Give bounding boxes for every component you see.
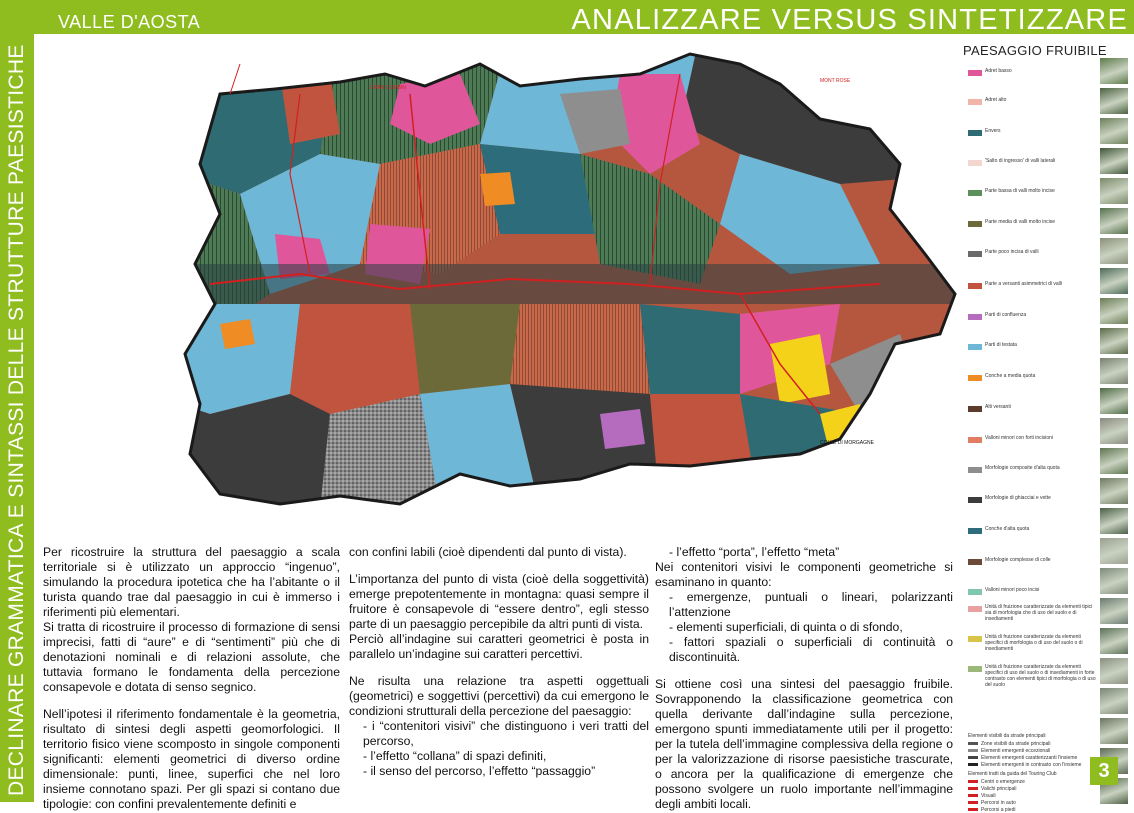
legend2-symbol (968, 749, 978, 752)
legend-item (968, 435, 1098, 443)
legend-secondary (968, 730, 1098, 813)
legend-swatch (968, 589, 982, 595)
legend2-heading: Elementi visibili da strade principali (968, 733, 1046, 739)
legend2-heading: Elementi tratti da guida del Touring Club (968, 771, 1057, 777)
page-title: ANALIZZARE VERSUS SINTETIZZARE (571, 4, 1128, 36)
landscape-photo (1100, 268, 1128, 294)
legend-item (968, 158, 1098, 166)
legend2-item (968, 785, 1098, 792)
paragraph: Si ottiene così una sintesi del paesaggio fruibile. Sovrapponendo la classificazione geometrica con quella derivante dall’indagine sulla percezione, emergono spunti immediatamente utili per il progetto: per la tutela dell’immagine complessiva della regione o per la valorizzazione di risorse paesistiche trascurate, o ancora per la qualificazione di emergenze che possono svolgere un ruolo importante nell’immagine degli ambiti locali. (655, 677, 953, 811)
paragraph (655, 665, 953, 677)
legend-item (968, 342, 1098, 350)
legend2-symbol (968, 808, 978, 811)
legend2-label: Elementi emergenti caratterizzanti l'insieme (981, 754, 1078, 761)
legend2-item (968, 806, 1098, 813)
legend2-item (968, 761, 1098, 768)
paragraph: Si tratta di ricostruire il processo di formazione di sensi imprecisi, fatti di “aure” e di “sentimenti” più che di denotazioni nominali e di relazioni assolute, che tuttavia formano le fondamenta della percezione consapevole e dotata di senso segnico. (43, 620, 340, 694)
legend-item (968, 281, 1098, 289)
legend-label: Morfologie composite d'alta quota (985, 465, 1060, 471)
paragraph: Per ricostruire la struttura del paesaggio a scala territoriale si è utilizzato un approccio “ingenuo”, simulando la procedura ipotetica che ha l’abitante o il turista quando trae dal paesaggio in cui è immerso i riferimenti più elementari. (43, 545, 340, 619)
legend-label: Parte poco incisa di valli (985, 249, 1039, 255)
landscape-photo (1100, 508, 1128, 534)
legend2-item (968, 792, 1098, 799)
legend-swatch (968, 666, 982, 672)
landscape-photo (1100, 568, 1128, 594)
legend2-item (968, 747, 1098, 754)
paragraph: Perciò all’indagine sui caratteri geometrici è posta in parallelo un’indagine sui caratteri percettivi. (349, 632, 649, 661)
landscape-photo (1100, 88, 1128, 114)
legend-swatch (968, 606, 982, 612)
legend-item (968, 249, 1098, 257)
legend-label: Parti di testata (985, 342, 1017, 348)
legend-swatch (968, 344, 982, 350)
landscape-photo (1100, 598, 1128, 624)
legend-swatch (968, 497, 982, 503)
legend-swatch (968, 160, 982, 166)
legend-item (968, 219, 1098, 227)
legend-item (968, 604, 1098, 622)
legend-label: Adret basso (985, 68, 1012, 74)
legend2-symbol (968, 787, 978, 790)
legend-swatch (968, 70, 982, 76)
region-title: VALLE D'AOSTA (58, 12, 201, 32)
side-title: DECLINARE GRAMMATICA E SINTASSI DELLE STRUTTURE PAESISTICHE (5, 44, 28, 796)
legend-label: Envers (985, 128, 1001, 134)
paragraph (349, 560, 649, 572)
landscape-photo (1100, 178, 1128, 204)
legend-label: Conche d'alta quota (985, 526, 1030, 532)
legend2-item (968, 754, 1098, 761)
map-label-gran-combin: GRAN COMBIN (370, 85, 406, 91)
legend-item (968, 312, 1098, 320)
legend-label: Unità di fruizione caratterizzate da elementi tipici sia di morfologia che di uso del suolo e di insediamenti (985, 604, 1093, 622)
legend-item (968, 68, 1098, 76)
landscape-photo (1100, 688, 1128, 714)
legend-item (968, 495, 1098, 503)
legend-title: PAESAGGIO FRUIBILE (963, 43, 1107, 58)
paragraph: - l’effetto “porta”, l’effetto “meta” (669, 545, 840, 559)
landscape-photo (1100, 448, 1128, 474)
legend-item (968, 587, 1098, 595)
legend-item (968, 128, 1098, 136)
legend2-label: Elementi emergenti eccezionali (981, 747, 1051, 754)
legend-label: Parte media di valli molto incise (985, 219, 1056, 225)
paragraph (349, 662, 649, 674)
landscape-photo (1100, 58, 1128, 84)
legend2-symbol (968, 763, 978, 766)
legend-swatch (968, 528, 982, 534)
landscape-photo (1100, 718, 1128, 744)
legend-item (968, 557, 1098, 565)
legend-swatch (968, 406, 982, 412)
paragraph: - emergenze, puntuali o lineari, polarizzanti l’attenzione (669, 590, 953, 619)
paragraph: Nei contenitori visivi le componenti geometriche si esaminano in quanto: (655, 560, 953, 589)
legend-label: Unità di fruizione caratterizzate da elementi specifici di morfologia o di uso del suolo o di insediamenti (985, 634, 1083, 652)
legend-swatch (968, 190, 982, 196)
paragraph: con confini labili (cioè dipendenti dal punto di vista). (349, 545, 627, 559)
legend-label: Parti di confluenza (985, 312, 1027, 318)
paragraph: L’importanza del punto di vista (cioè della soggettività) emerge prepotentemente in montagna: quasi sempre il fruitore è consapevole di “essere dentro”, egli stesso parte di un paesaggio percepibile da altri punti di vista. (349, 572, 649, 631)
legend-swatch (968, 283, 982, 289)
legend-swatch (968, 636, 982, 642)
paragraph: Nell’ipotesi il riferimento fondamentale è la geometria, risultato di sintesi degli aspetti geomorfologici. Il territorio fisico viene scomposto in singole componenti significanti: elementi geometrici di diverso ordine dimensionale: punti, linee, superfici che nel loro insieme connotano spazi. Per gli spazi si contano due tipologie: con confini prevalentemente definiti e (43, 707, 340, 811)
legend-swatch (968, 314, 982, 320)
landscape-photo (1100, 298, 1128, 324)
text-column-1 (43, 545, 340, 812)
legend2-label: Visuali (981, 792, 996, 799)
landscape-photo (1100, 118, 1128, 144)
landscape-photo (1100, 148, 1128, 174)
legend2-item (968, 740, 1098, 747)
paragraph: - fattori spaziali o superficiali di continuità o discontinuità. (669, 635, 953, 664)
legend2-label: Centri o emergenze (981, 778, 1025, 785)
paragraph (43, 695, 340, 707)
legend-label: Parte a versanti asimmetrici di valli (985, 281, 1062, 287)
landscape-photo (1100, 238, 1128, 264)
legend-item (968, 97, 1098, 105)
legend-item (968, 664, 1098, 688)
legend-label: Morfologie complesse di colle (985, 557, 1051, 563)
legend2-item (968, 799, 1098, 806)
thematic-map (180, 34, 965, 510)
landscape-photo (1100, 478, 1128, 504)
legend2-label: Percorsi in auto (981, 799, 1016, 806)
paragraph: - elementi superficiali, di quinta o di sfondo, (669, 620, 903, 634)
legend-label: Morfologie di ghiacciai e vette (985, 495, 1051, 501)
landscape-photo (1100, 328, 1128, 354)
landscape-photo (1100, 388, 1128, 414)
paragraph: Ne risulta una relazione tra aspetti oggettuali (geometrici) e soggettivi (percettivi) da cui emergono le condizioni strutturali della percezione del paesaggio: (349, 674, 649, 718)
landscape-photo (1100, 538, 1128, 564)
legend-item (968, 404, 1098, 412)
legend2-label: Valichi principali (981, 785, 1017, 792)
legend-item (968, 465, 1098, 473)
legend-item (968, 373, 1098, 381)
landscape-photo (1100, 418, 1128, 444)
legend2-item (968, 778, 1098, 785)
legend2-symbol (968, 794, 978, 797)
legend-swatch (968, 467, 982, 473)
landscape-photo (1100, 658, 1128, 684)
landscape-photo (1100, 208, 1128, 234)
text-column-2 (349, 545, 649, 779)
legend-swatch (968, 251, 982, 257)
paragraph: - il senso del percorso, l’effetto “passaggio” (363, 764, 596, 778)
legend-label: Conche a media quota (985, 373, 1036, 379)
legend-label: Alti versanti (985, 404, 1011, 410)
legend-swatch (968, 130, 982, 136)
legend-label: Parte bassa di valli molto incise (985, 188, 1055, 194)
page-number: 3 (1090, 757, 1118, 785)
legend2-symbol (968, 801, 978, 804)
map-svg (180, 34, 965, 510)
legend-swatch (968, 221, 982, 227)
legend-item (968, 634, 1098, 652)
legend-label: Valloni minori poco incisi (985, 587, 1040, 593)
legend2-symbol (968, 780, 978, 783)
map-label-colle: COLLE DI MORGAGNE (820, 440, 874, 446)
legend-label: Unità di fruizione caratterizzate da elementi specifici di uso del suolo o di insediamenti in forte contrasto con elementi tipici di morfologia o di uso del suolo (985, 664, 1096, 688)
legend2-label: Percorsi a piedi (981, 806, 1016, 813)
legend-label: Valloni minori con forti incisioni (985, 435, 1053, 441)
legend-swatch (968, 437, 982, 443)
paragraph: - i “contenitori visivi” che distinguono i veri tratti del percorso, (363, 719, 649, 748)
paragraph: - l’effetto “collana” di spazi definiti, (363, 749, 547, 763)
legend-swatch (968, 99, 982, 105)
legend2-label: Elementi emergenti in contrasto con l'insieme (981, 761, 1082, 768)
landscape-photo (1100, 358, 1128, 384)
legend-item (968, 188, 1098, 196)
map-label-mont-rose: MONT ROSE (820, 78, 851, 84)
landscape-photo (1100, 628, 1128, 654)
legend-swatch (968, 559, 982, 565)
legend2-symbol (968, 742, 978, 745)
legend-item (968, 526, 1098, 534)
legend2-label: Zone visibili da strade principali (981, 740, 1051, 747)
text-column-3 (655, 545, 953, 812)
legend-label: Adret alto (985, 97, 1007, 103)
legend-swatch (968, 375, 982, 381)
legend-label: 'Salto di ingresso' di valli laterali (985, 158, 1056, 164)
legend2-symbol (968, 756, 978, 759)
